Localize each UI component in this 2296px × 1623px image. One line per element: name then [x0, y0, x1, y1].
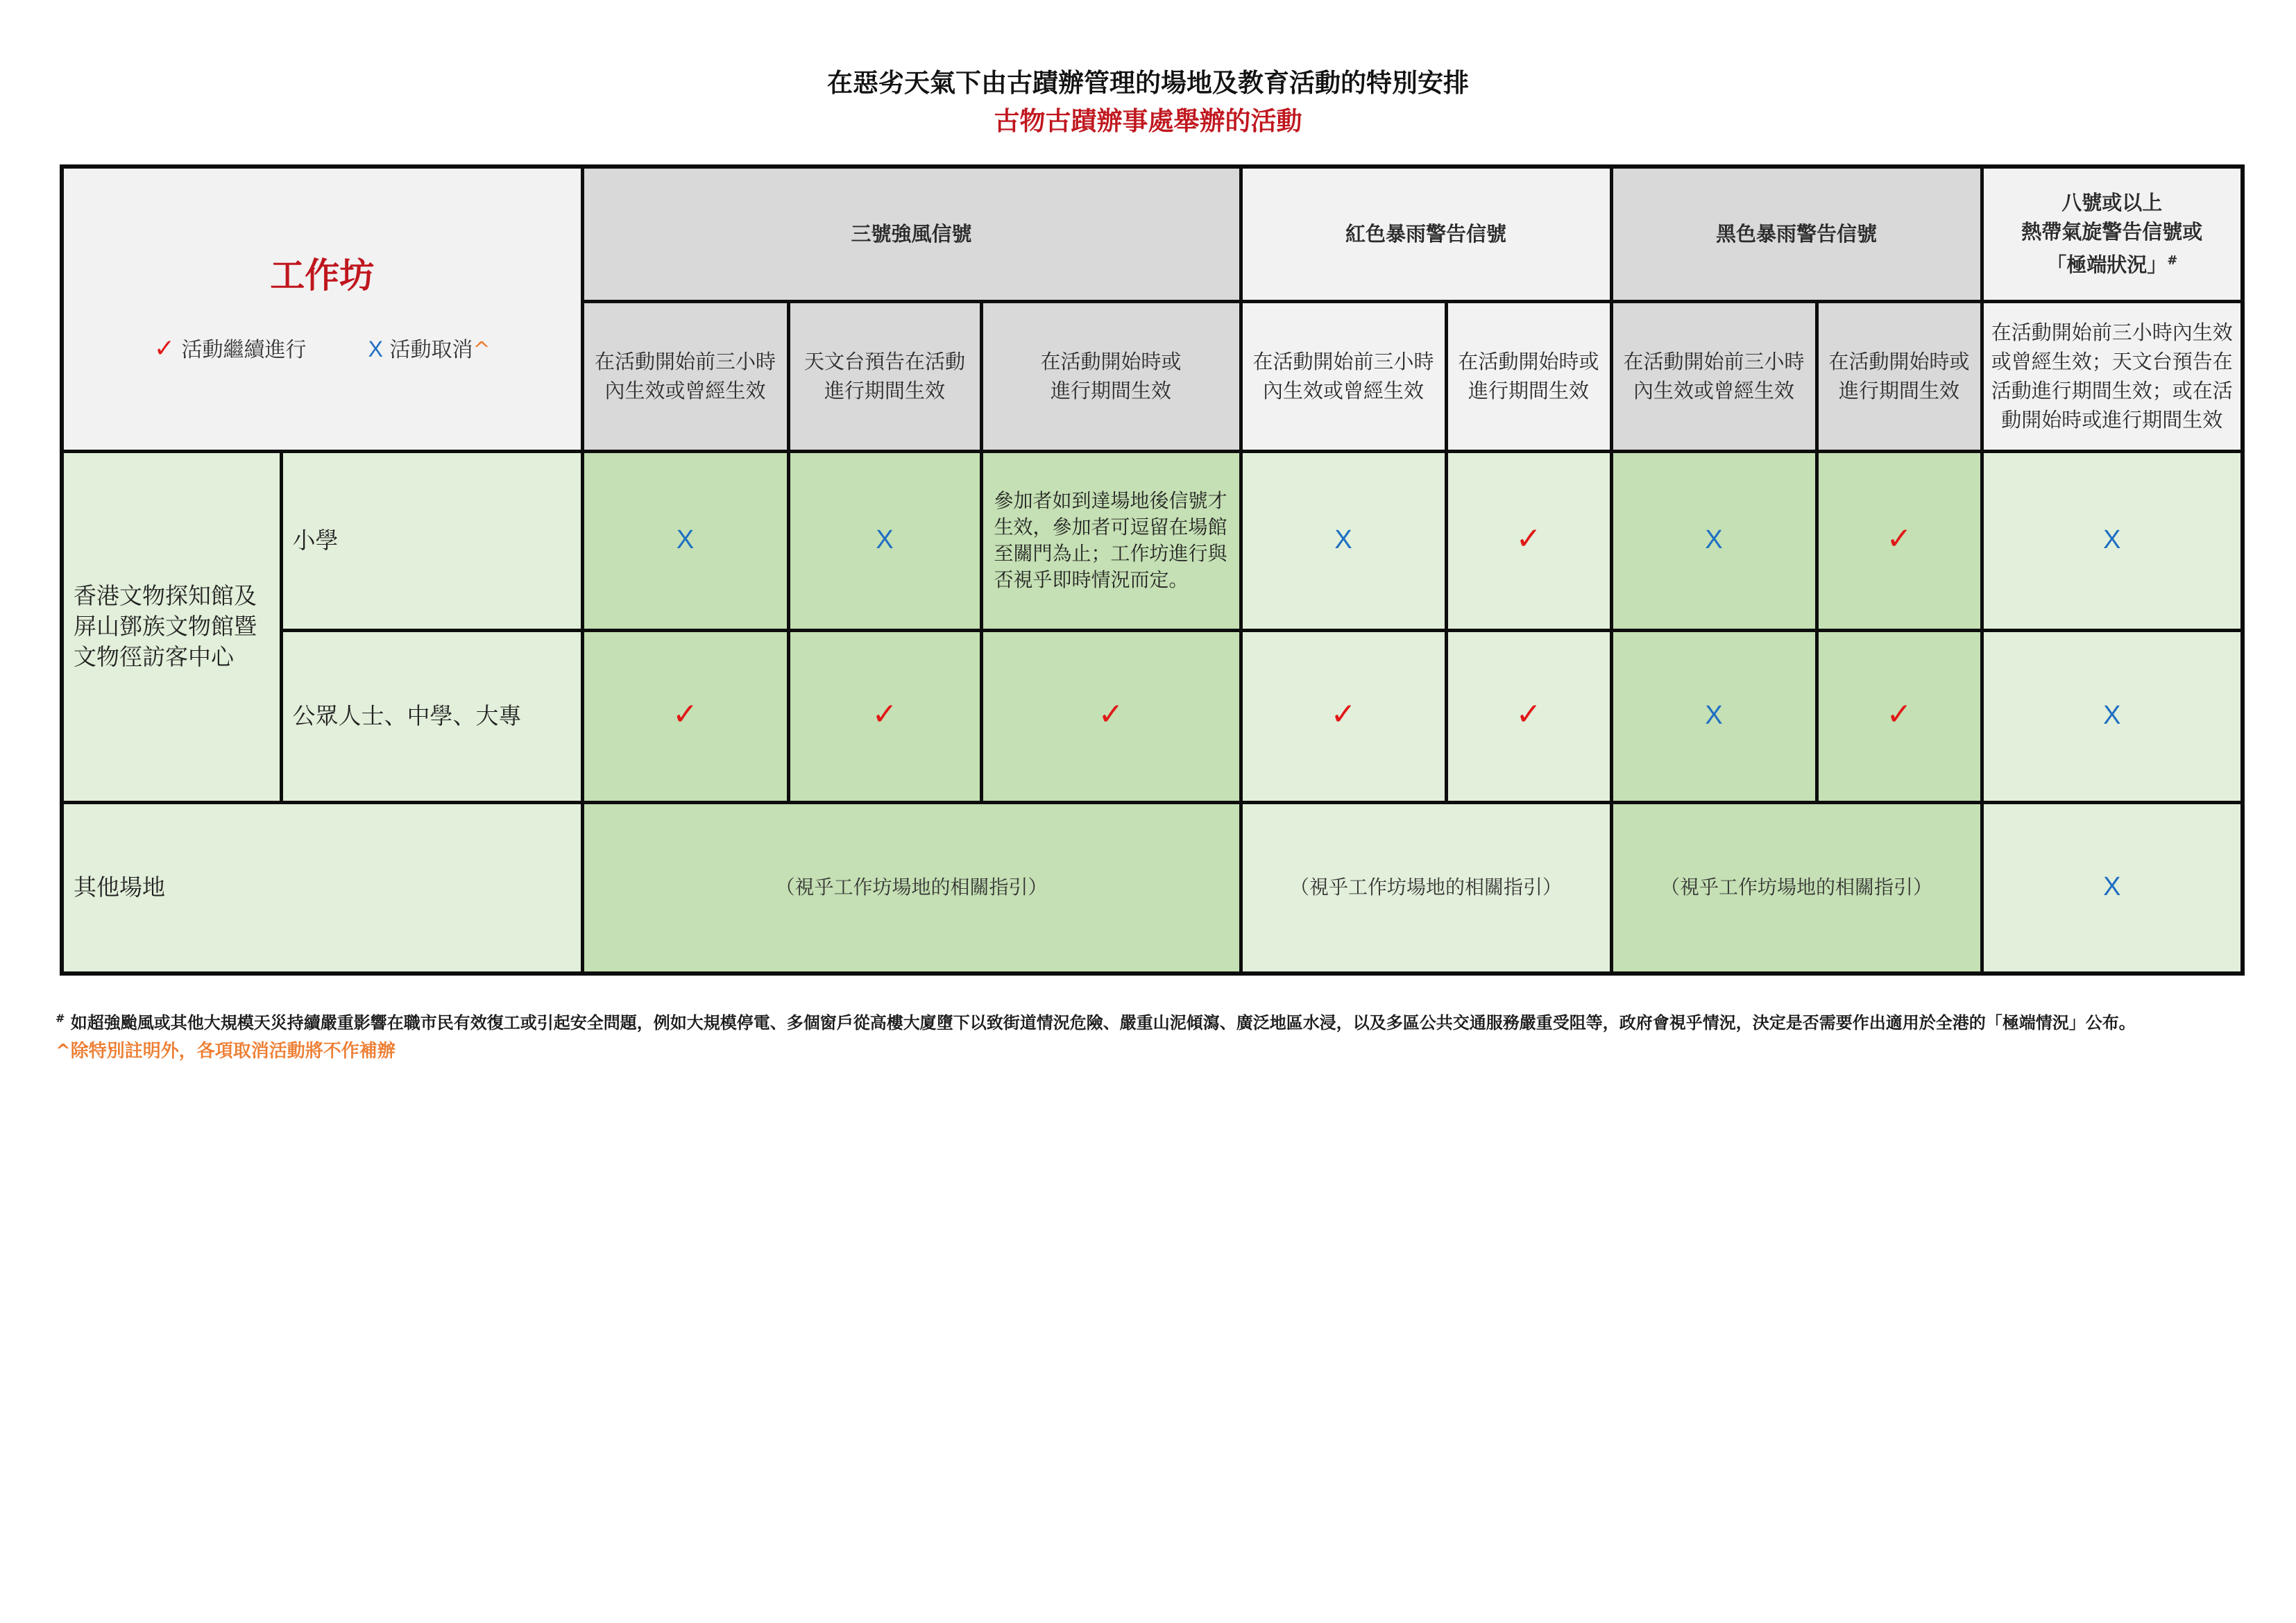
- other-venue-label: 其他場地: [62, 802, 582, 974]
- primary-t3-during-note: 參加者如到達場地後信號才生效，參加者可逗留在場館至關門為止；工作坊進行與否視乎即時情況而定。: [981, 451, 1241, 630]
- footnote-hash: [56, 1006, 2248, 1035]
- condition-red-during: 在活動開始時或進行期間生效: [1446, 301, 1611, 451]
- primary-red-during: [1446, 451, 1611, 630]
- header-black-rain: 黑色暴雨警告信號: [1611, 167, 1982, 301]
- cross-icon: X: [1705, 701, 1723, 730]
- cross-icon: X: [2103, 701, 2121, 730]
- legend-cell: [62, 167, 582, 451]
- public-t3-during: [981, 630, 1241, 802]
- page-subtitle: 古物古蹟辦事處舉辦的活動: [994, 106, 1302, 136]
- legend-cancel-mark: ^: [473, 338, 491, 363]
- cross-icon: X: [1705, 525, 1723, 554]
- primary-t8: [1982, 451, 2243, 630]
- check-icon: ✓: [153, 334, 175, 364]
- header-typhoon8-line1: 八號或以上: [2061, 191, 2163, 215]
- other-black-guide: （視乎工作坊場地的相關指引）: [1611, 802, 1982, 974]
- condition-black-before: 在活動開始前三小時內生效或曾經生效: [1611, 301, 1817, 451]
- other-t8: [1982, 802, 2243, 974]
- footnote-hash-mark: #: [56, 1012, 65, 1025]
- header-typhoon8-line3: 「極端狀況」: [2046, 253, 2168, 278]
- primary-label: 小學: [281, 451, 582, 630]
- footnote-caret: ^除特別註明外，各項取消活動將不作補辦: [56, 1041, 396, 1062]
- primary-black-before: [1611, 451, 1817, 630]
- legend-cancel-label: 活動取消: [389, 338, 473, 363]
- check-icon: ✓: [1330, 697, 1357, 732]
- public-black-during: [1817, 630, 1982, 802]
- public-t3-before: [582, 630, 788, 802]
- page-title: 在惡劣天氣下由古蹟辦管理的場地及教育活動的特別安排: [827, 68, 1469, 98]
- condition-red-before: 在活動開始前三小時內生效或曾經生效: [1241, 301, 1446, 451]
- arrangement-table: [60, 164, 2245, 976]
- condition-black-during: 在活動開始時或進行期間生效: [1817, 301, 1982, 451]
- legend: [71, 335, 574, 364]
- public-t3-forecast: [788, 630, 981, 802]
- condition-t3-before: 在活動開始前三小時內生效或曾經生效: [582, 301, 788, 451]
- cross-icon: X: [1334, 525, 1352, 554]
- check-icon: ✓: [1886, 697, 1912, 732]
- primary-t3-before: [582, 451, 788, 630]
- cross-icon: X: [876, 525, 894, 554]
- cross-icon: X: [2103, 525, 2121, 554]
- check-icon: ✓: [1886, 521, 1912, 556]
- hash-mark: #: [2167, 253, 2178, 269]
- check-icon: ✓: [1098, 697, 1124, 732]
- cross-icon: X: [2103, 872, 2121, 902]
- primary-t3-forecast: [788, 451, 981, 630]
- public-black-before: [1611, 630, 1817, 802]
- condition-t8: 在活動開始前三小時內生效或曾經生效；天文台預告在活動進行期間生效；或在活動開始時或進行期間生效: [1982, 301, 2243, 451]
- header-red-rain: 紅色暴雨警告信號: [1241, 167, 1611, 301]
- other-t3-guide: （視乎工作坊場地的相關指引）: [582, 802, 1241, 974]
- check-icon: ✓: [1515, 697, 1542, 732]
- condition-t3-forecast: 天文台預告在活動進行期間生效: [788, 301, 981, 451]
- check-icon: ✓: [871, 697, 898, 732]
- header-typhoon3: 三號強風信號: [582, 167, 1241, 301]
- legend-title: 工作坊: [270, 255, 375, 296]
- other-red-guide: （視乎工作坊場地的相關指引）: [1241, 802, 1611, 974]
- footnote-hash-text: 如超強颱風或其他大規模天災持續嚴重影響在職市民有效復工或引起安全問題，例如大規模停電、多個窗戶從高樓大廈墮下以致街道情況危險、嚴重山泥傾瀉、廣泛地區水浸，以及多區公共交通服務嚴重受阻等，政府會視乎情況，決定是否需要作出適用於全港的「極端情況」公布。: [70, 1013, 2136, 1033]
- check-icon: ✓: [672, 697, 698, 732]
- public-label: 公眾人士、中學、大專: [281, 630, 582, 802]
- legend-continue-label: 活動繼續進行: [181, 338, 307, 363]
- museum-venue-label: 香港文物探知館及屏山鄧族文物館暨文物徑訪客中心: [62, 451, 281, 802]
- primary-red-before: [1241, 451, 1446, 630]
- condition-t3-during: 在活動開始時或進行期間生效: [981, 301, 1241, 451]
- public-red-during: [1446, 630, 1611, 802]
- header-typhoon8: [1982, 167, 2243, 301]
- public-red-before: [1241, 630, 1446, 802]
- primary-black-during: [1817, 451, 1982, 630]
- check-icon: ✓: [1515, 521, 1542, 556]
- header-typhoon8-line2: 熱帶氣旋警告信號或: [2021, 220, 2203, 244]
- public-t8: [1982, 630, 2243, 802]
- cross-icon: X: [368, 337, 383, 362]
- cross-icon: X: [676, 525, 695, 554]
